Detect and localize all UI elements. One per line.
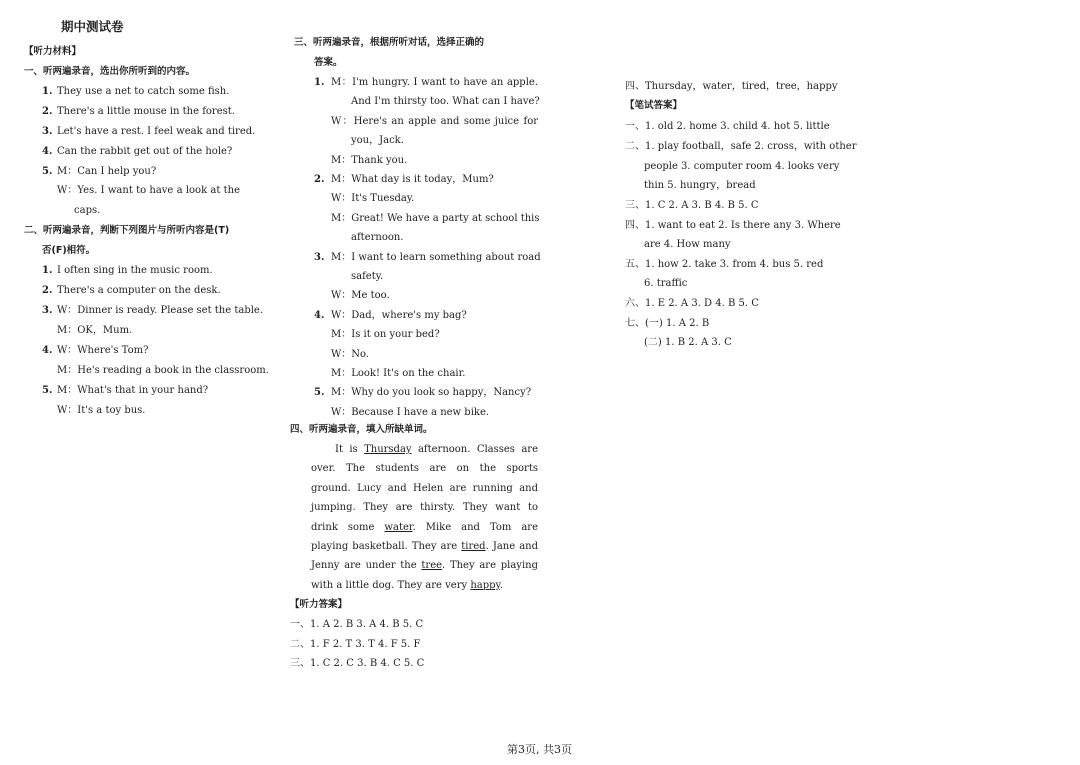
passage-text: It is (335, 444, 365, 455)
page-title: 期中测试卷 (61, 19, 124, 34)
filled-blank: water (384, 522, 413, 533)
item-text: And I'm thirsty too. What can I have? (351, 96, 540, 107)
answer-row: 三、1. C 2. A 3. B 4. B 5. C (625, 200, 759, 211)
item-text: you，Jack. (351, 135, 404, 146)
item-text: W：It's a toy bus. (57, 405, 146, 416)
answer-row: 二、1. F 2. T 3. T 4. F 5. F (290, 639, 421, 650)
passage-line (311, 561, 538, 571)
item-text: M：I'm hungry. I want to have an apple. (331, 77, 538, 88)
item-number: 2. (42, 106, 53, 117)
passage-text: over. The students are on the sports (311, 463, 538, 474)
item-text: They use a net to catch some fish. (57, 86, 230, 97)
item-number: 3. (42, 126, 53, 137)
item-text: W：Where's Tom? (57, 345, 149, 356)
passage-line (311, 542, 538, 552)
item-number: 3. (42, 305, 53, 316)
item-text: M：Look! It's on the chair. (331, 368, 466, 379)
item-text: W：No. (331, 349, 370, 360)
passage-text: . (499, 580, 504, 591)
item-text: M：Why do you look so happy，Nancy? (331, 387, 532, 398)
filled-blank: Thursday (364, 444, 412, 455)
item-text: W：Here's an apple and some juice for (331, 116, 538, 127)
passage-text: Jenny are under the (311, 560, 422, 571)
filled-blank: tree (421, 560, 443, 571)
item-text: W：Me too. (331, 290, 390, 301)
item-text: W：Because I have a new bike. (331, 407, 490, 418)
item-text: M：OK，Mum. (57, 325, 133, 336)
passage-text: playing basketball. They are (311, 541, 462, 552)
answer-row: 五、1. how 2. take 3. from 4. bus 5. red (625, 259, 824, 270)
item-number: 1. (42, 86, 53, 97)
item-number: 2. (42, 285, 53, 296)
passage-line (335, 445, 538, 455)
page-footer: 第3页, 共3页 (507, 743, 572, 756)
item-number: 4. (42, 146, 53, 157)
passage-text: with a little dog. They are very (311, 580, 471, 591)
answer-row: 6. traffic (644, 278, 688, 289)
item-number: 4. (314, 310, 325, 321)
item-text: W：Dad，where's my bag? (331, 310, 467, 321)
answer-row: 三、1. C 2. C 3. B 4. C 5. C (290, 658, 425, 669)
part2-heading-line2: 否(F)相符。 (42, 245, 96, 256)
item-number: 1. (314, 77, 325, 88)
part1-heading: 一、听两遍录音，选出你所听到的内容。 (24, 66, 196, 77)
listening-material-header: 【听力材料】 (24, 46, 82, 57)
item-text: There's a computer on the desk. (57, 285, 221, 296)
answer-row: 一、1. A 2. B 3. A 4. B 5. C (290, 619, 424, 630)
part3-heading-line2: 答案。 (314, 57, 343, 68)
passage-line (311, 484, 538, 494)
answer-row: 七、(一) 1. A 2. B (625, 318, 710, 329)
filled-blank: tired (461, 541, 486, 552)
item-text: M：Thank you. (331, 155, 408, 166)
listening-answers-header: 【听力答案】 (290, 599, 348, 610)
item-number: 4. (42, 345, 53, 356)
item-text: Can the rabbit get out of the hole? (57, 146, 233, 157)
passage-text: . They are playing (442, 560, 538, 571)
item-text: M：What day is it today，Mum? (331, 174, 494, 185)
item-text: safety. (351, 271, 384, 282)
answer-row: 二、1. play football，safe 2. cross，with other (625, 141, 857, 152)
item-text: caps. (74, 205, 101, 216)
part3-heading-line1: 三、听两遍录音，根据所听对话，选择正确的 (294, 37, 485, 48)
passage-text: . Mike and Tom are (412, 522, 538, 533)
answer-row: (二) 1. B 2. A 3. C (644, 337, 732, 348)
passage-line (311, 581, 538, 591)
item-text: M：What's that in your hand? (57, 385, 209, 396)
passage-line (311, 523, 538, 533)
answer-row: thin 5. hungry，bread (644, 180, 756, 191)
item-text: M：Can I help you? (57, 166, 157, 177)
part4-answer: 四、Thursday，water，tired，tree，happy (625, 81, 838, 92)
item-number: 1. (42, 265, 53, 276)
item-number: 3. (314, 252, 325, 263)
item-number: 5. (42, 385, 53, 396)
item-text: afternoon. (351, 232, 404, 243)
item-text: There's a little mouse in the forest. (57, 106, 235, 117)
answer-row: people 3. computer room 4. looks very (644, 161, 840, 172)
written-answers-header: 【笔试答案】 (625, 100, 683, 111)
item-number: 5. (42, 166, 53, 177)
part4-heading: 四、听两遍录音，填入所缺单词。 (290, 424, 433, 435)
part2-heading-line1: 二、听两遍录音，判断下列图片与所听内容是(T) (24, 225, 230, 236)
passage-text: afternoon. Classes are (411, 444, 538, 455)
answer-row: 四、1. want to eat 2. Is there any 3. Where (625, 220, 841, 231)
item-text: M：Great! We have a party at school this (331, 213, 540, 224)
passage-line (311, 464, 538, 474)
item-text: M：Is it on your bed? (331, 329, 440, 340)
passage-line (311, 503, 538, 513)
item-text: W：Dinner is ready. Please set the table. (57, 305, 264, 316)
answer-row: are 4. How many (644, 239, 731, 250)
item-text: M：I want to learn something about road (331, 252, 541, 263)
item-text: Let's have a rest. I feel weak and tired. (57, 126, 256, 137)
item-text: M：He's reading a book in the classroom. (57, 365, 269, 376)
passage-text: drink some (311, 522, 385, 533)
item-number: 5. (314, 387, 325, 398)
filled-blank: happy (470, 580, 500, 591)
item-text: W：It's Tuesday. (331, 193, 415, 204)
item-text: W：Yes. I want to have a look at the (57, 185, 240, 196)
passage-text: . Jane and (485, 541, 539, 552)
answer-row: 一、1. old 2. home 3. child 4. hot 5. little (625, 121, 830, 132)
passage-text: ground. Lucy and Helen are running and (311, 483, 538, 494)
passage-text: jumping. They are thirsty. They want to (311, 502, 538, 513)
item-number: 2. (314, 174, 325, 185)
answer-row: 六、1. E 2. A 3. D 4. B 5. C (625, 298, 759, 309)
item-text: I often sing in the music room. (57, 265, 213, 276)
